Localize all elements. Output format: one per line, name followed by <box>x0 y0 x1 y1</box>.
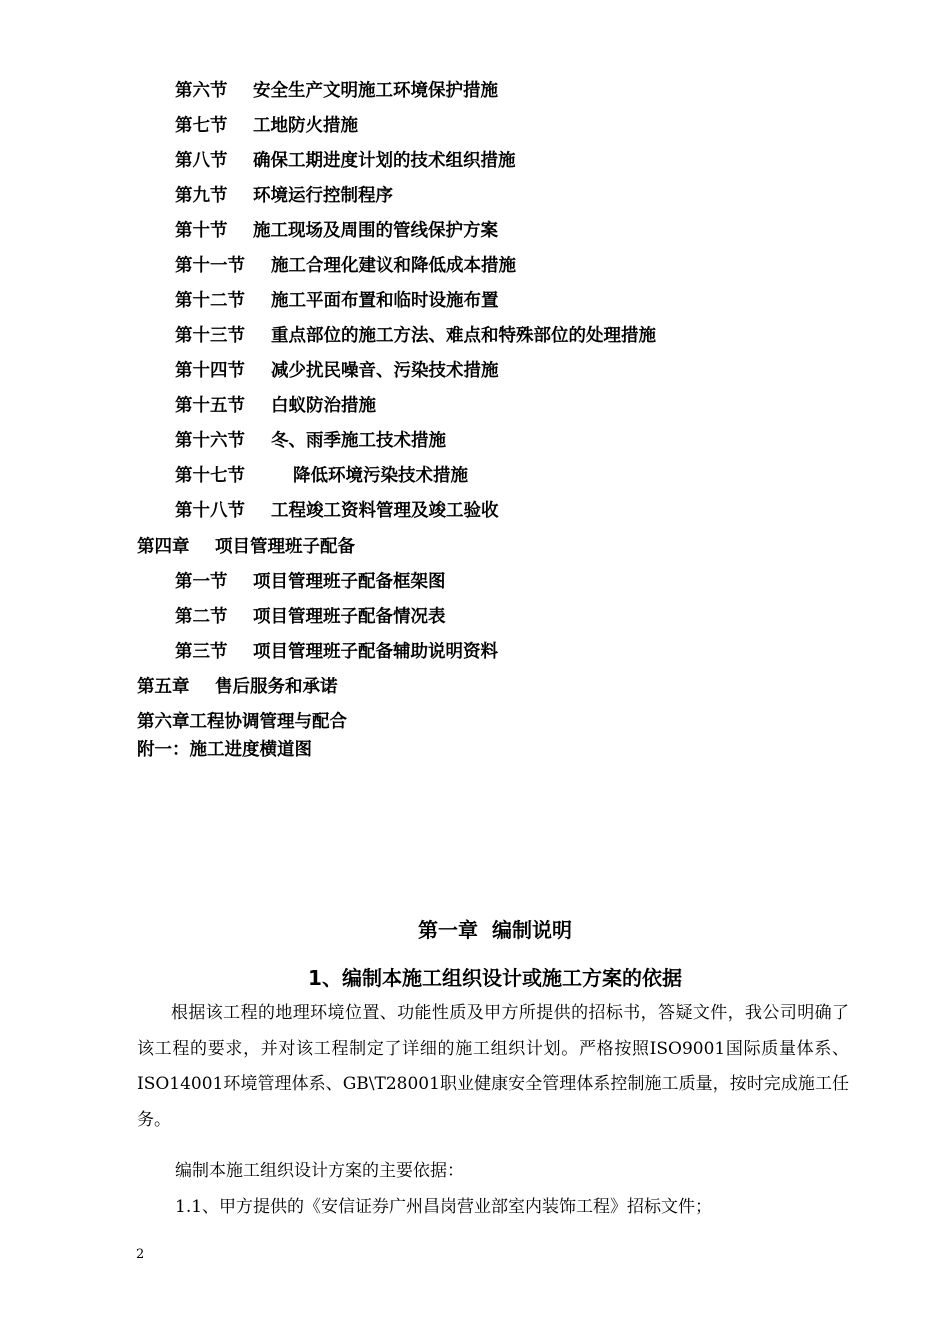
toc-item <box>175 430 446 452</box>
body-paragraph: 1.1、甲方提供的《安信证券广州昌岗营业部室内装饰工程》招标文件； <box>175 1197 713 1217</box>
toc-item-title: 工地防火措施 <box>253 116 358 136</box>
toc-item-title: 项目管理班子配备情况表 <box>253 607 446 627</box>
toc-item-number: 第九节 <box>175 186 228 206</box>
toc-item <box>175 500 499 522</box>
toc-item-title: 附一：施工进度横道图 <box>137 740 312 760</box>
toc-item-title: 降低环境污染技术措施 <box>293 466 468 486</box>
toc-item <box>175 641 498 663</box>
toc-item-title: 施工合理化建议和降低成本措施 <box>271 256 516 276</box>
toc-item-number: 第十二节 <box>175 291 245 311</box>
toc-item-number: 第十六节 <box>175 431 245 451</box>
toc-item <box>175 185 393 207</box>
toc-item <box>175 150 516 172</box>
toc-item-title: 施工现场及周围的管线保护方案 <box>253 221 498 241</box>
toc-item-number: 第七节 <box>175 116 228 136</box>
toc-item-title: 售后服务和承诺 <box>215 677 338 697</box>
toc-item-title: 项目管理班子配备 <box>215 537 355 557</box>
toc-chapter <box>137 536 355 558</box>
toc-item-number: 第二节 <box>175 607 228 627</box>
toc-item-title: 项目管理班子配备辅助说明资料 <box>253 642 498 662</box>
body-paragraph: 根据该工程的地理环境位置、功能性质及甲方所提供的招标书，答疑文件，我公司明确了该工程的要求，并对该工程制定了详细的施工组织计划。严格按照ISO9001国际质量体系、ISO14001环境管理体系、GB\T28001职业健康安全管理体系控制施工质量，按时完成施工任务。 <box>137 1003 849 1130</box>
toc-item-title: 工程竣工资料管理及竣工验收 <box>271 501 499 521</box>
toc-item-title: 环境运行控制程序 <box>253 186 393 206</box>
toc-item-title: 第六章工程协调管理与配合 <box>137 712 347 732</box>
body-paragraph: 编制本施工组织设计方案的主要依据： <box>175 1161 464 1181</box>
toc-item <box>175 465 468 487</box>
toc-item <box>175 220 498 242</box>
toc-item-number: 第十四节 <box>175 361 245 381</box>
toc-item-number: 第六节 <box>175 81 228 101</box>
toc-item-number: 第十五节 <box>175 396 245 416</box>
toc-item <box>175 80 498 102</box>
toc-item <box>175 325 656 347</box>
toc-item <box>175 606 446 628</box>
toc-item <box>175 290 499 312</box>
toc-item <box>175 571 446 593</box>
toc-item-title: 白蚁防治措施 <box>271 396 376 416</box>
toc-item-title: 重点部位的施工方法、难点和特殊部位的处理措施 <box>271 326 656 346</box>
toc-item <box>175 115 358 137</box>
toc-item-number: 第十七节 <box>175 466 245 486</box>
toc-chapter <box>137 676 338 698</box>
toc-item-title: 确保工期进度计划的技术组织措施 <box>253 151 516 171</box>
page-number: 2 <box>136 1247 145 1262</box>
toc-chapter <box>137 711 347 733</box>
toc-item <box>175 395 376 417</box>
toc-item-number: 第四章 <box>137 537 190 557</box>
toc-item-number: 第十节 <box>175 221 228 241</box>
toc-item-number: 第五章 <box>137 677 190 697</box>
toc-item-number: 第十三节 <box>175 326 245 346</box>
toc-item-number: 第一节 <box>175 572 228 592</box>
toc-item-number: 第三节 <box>175 642 228 662</box>
toc-item-number: 第八节 <box>175 151 228 171</box>
toc-item-title: 安全生产文明施工环境保护措施 <box>253 81 498 101</box>
section-title: 1、编制本施工组织设计或施工方案的依据 <box>308 966 682 990</box>
toc-appendix <box>137 739 312 761</box>
toc-item-title: 项目管理班子配备框架图 <box>253 572 446 592</box>
toc-item-number: 第十一节 <box>175 256 245 276</box>
toc-item-title: 减少扰民噪音、污染技术措施 <box>271 361 499 381</box>
toc-item-number: 第十八节 <box>175 501 245 521</box>
toc-item <box>175 255 516 277</box>
toc-item-title: 施工平面布置和临时设施布置 <box>271 291 499 311</box>
chapter-title: 第一章 编制说明 <box>418 918 572 942</box>
toc-item-title: 冬、雨季施工技术措施 <box>271 431 446 451</box>
toc-item <box>175 360 499 382</box>
